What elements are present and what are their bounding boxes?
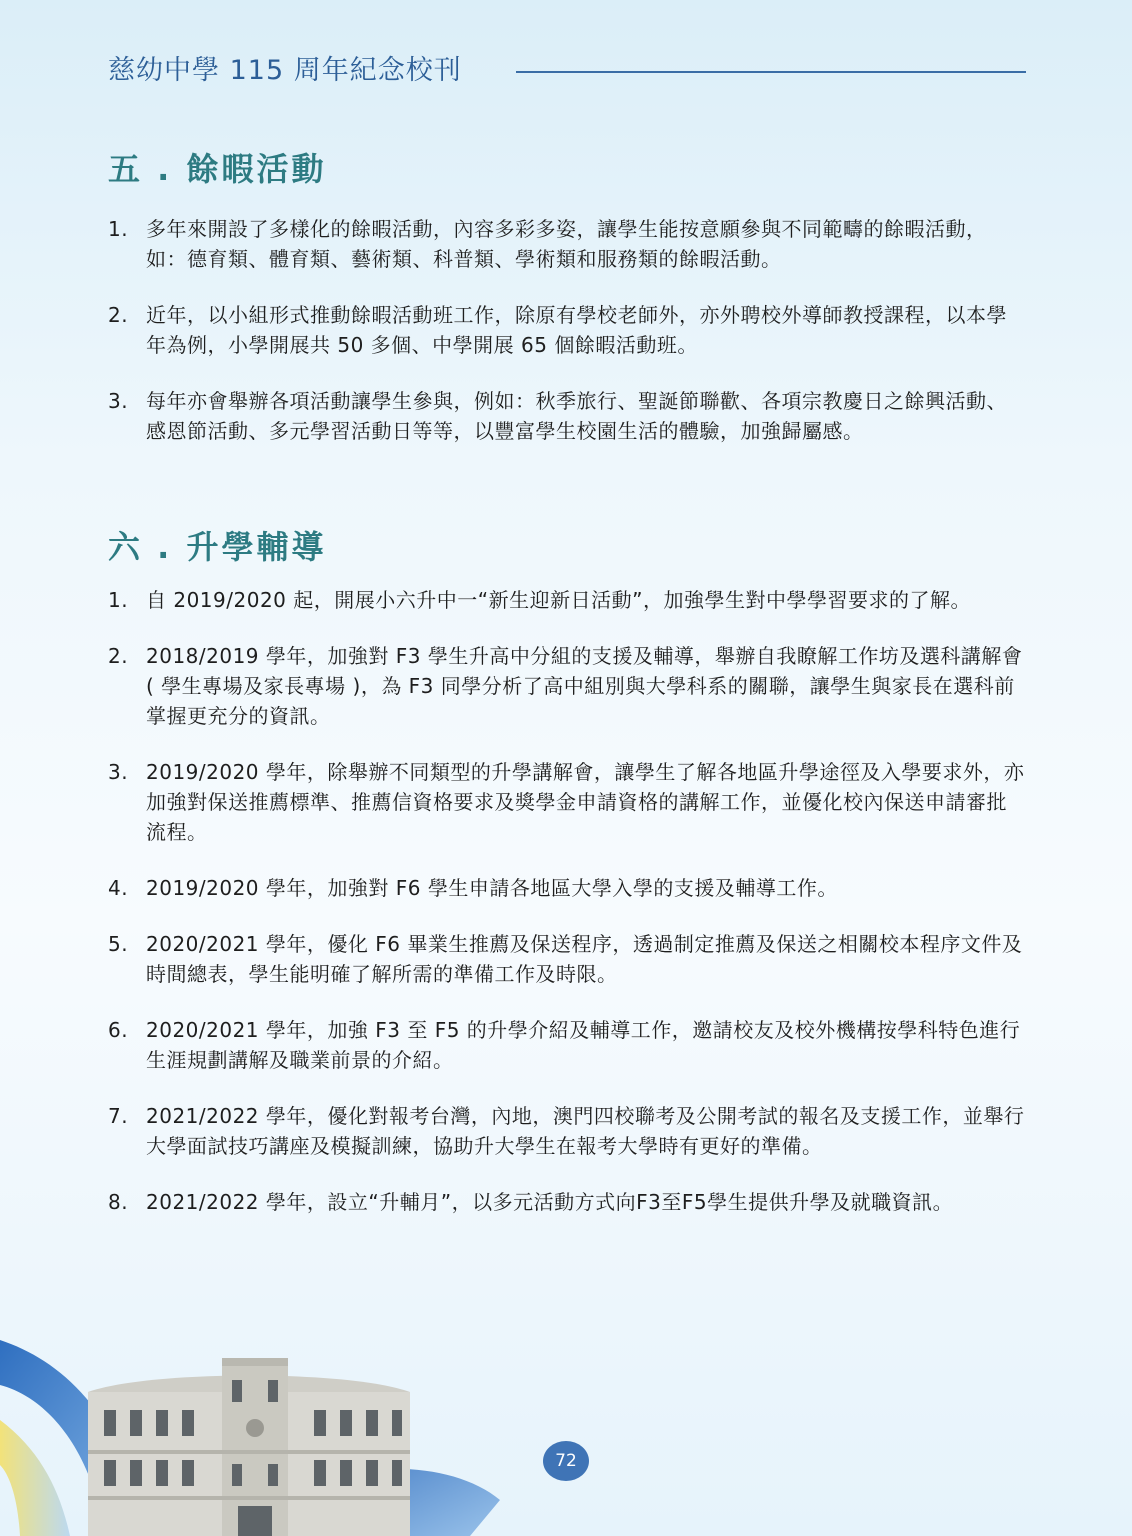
building: [88, 1358, 410, 1536]
list-item: [108, 757, 1026, 847]
further-studies-list: [108, 585, 1026, 1243]
item-text: 2020/2021 學年，優化 F6 畢業生推薦及保送程序，透過制定推薦及保送之相關校本程序文件及時間總表，學生能明確了解所需的準備工作及時限。: [146, 932, 1023, 986]
list-item: [108, 300, 1026, 360]
list-item: [108, 873, 1026, 903]
page-header: [108, 44, 1026, 94]
item-text: 2021/2022 學年，優化對報考台灣，內地，澳門四校聯考及公開考試的報名及支援工作，並舉行大學面試技巧講座及模擬訓練，協助升大學生在報考大學時有更好的準備。: [146, 1104, 1025, 1158]
item-number: 7.: [108, 1104, 129, 1128]
section-title-further-studies-guidance: 六 . 升學輔導: [108, 528, 327, 566]
list-item: [108, 1101, 1026, 1161]
item-text: 自 2019/2020 起，開展小六升中一“新生迎新日活動”，加強學生對中學學習要求的了解。: [146, 588, 971, 612]
item-number: 5.: [108, 932, 129, 956]
item-number: 3.: [108, 389, 129, 413]
leisure-activities-list: [108, 214, 1026, 472]
list-item: [108, 1187, 1026, 1217]
item-text: 多年來開設了多樣化的餘暇活動，內容多彩多姿，讓學生能按意願參與不同範疇的餘暇活動，如：德育類、體育類、藝術類、科普類、學術類和服務類的餘暇活動。: [146, 217, 987, 271]
item-number: 6.: [108, 1018, 129, 1042]
school-building-illustration: [0, 1300, 520, 1536]
item-text: 近年，以小組形式推動餘暇活動班工作，除原有學校老師外，亦外聘校外導師教授課程，以本學年為例，小學開展共 50 多個、中學開展 65 個餘暇活動班。: [146, 303, 1007, 357]
list-item: [108, 641, 1026, 731]
list-item: [108, 929, 1026, 989]
yellow-ribbon: [0, 1420, 70, 1536]
list-item: [108, 214, 1026, 274]
item-text: 2018/2019 學年，加強對 F3 學生升高中分組的支援及輔導，舉辦自我瞭解工作坊及選科講解會 ( 學生專場及家長專場 )，為 F3 同學分析了高中組別與大學科系的關聯，讓學生與家長在選科前掌握更充分的資訊。: [146, 644, 1023, 728]
publication-title: 慈幼中學 115 周年紀念校刊: [108, 55, 462, 86]
list-item: [108, 1015, 1026, 1075]
list-item: [108, 585, 1026, 615]
item-number: 1.: [108, 588, 129, 612]
header-rule: [516, 71, 1026, 73]
item-number: 2.: [108, 303, 129, 327]
item-number: 2.: [108, 644, 129, 668]
item-text: 2019/2020 學年，除舉辦不同類型的升學講解會，讓學生了解各地區升學途徑及入學要求外，亦加強對保送推薦標準、推薦信資格要求及獎學金申請資格的講解工作，並優化校內保送申請審批流程。: [146, 760, 1025, 844]
item-text: 每年亦會舉辦各項活動讓學生參與，例如：秋季旅行、聖誕節聯歡、各項宗教慶日之餘興活動、感恩節活動、多元學習活動日等等，以豐富學生校園生活的體驗，加強歸屬感。: [146, 389, 1007, 443]
item-number: 3.: [108, 760, 129, 784]
item-text: 2021/2022 學年，設立“升輔月”，以多元活動方式向F3至F5學生提供升學及就職資訊。: [146, 1190, 954, 1214]
item-text: 2019/2020 學年，加強對 F6 學生申請各地區大學入學的支援及輔導工作。: [146, 876, 838, 900]
item-number: 8.: [108, 1190, 129, 1214]
item-number: 1.: [108, 217, 129, 241]
item-number: 4.: [108, 876, 129, 900]
section-title-leisure-activities: 五 . 餘暇活動: [108, 150, 327, 188]
list-item: [108, 386, 1026, 446]
page-number: 72: [543, 1441, 589, 1481]
item-text: 2020/2021 學年，加強 F3 至 F5 的升學介紹及輔導工作，邀請校友及校外機構按學科特色進行生涯規劃講解及職業前景的介紹。: [146, 1018, 1021, 1072]
